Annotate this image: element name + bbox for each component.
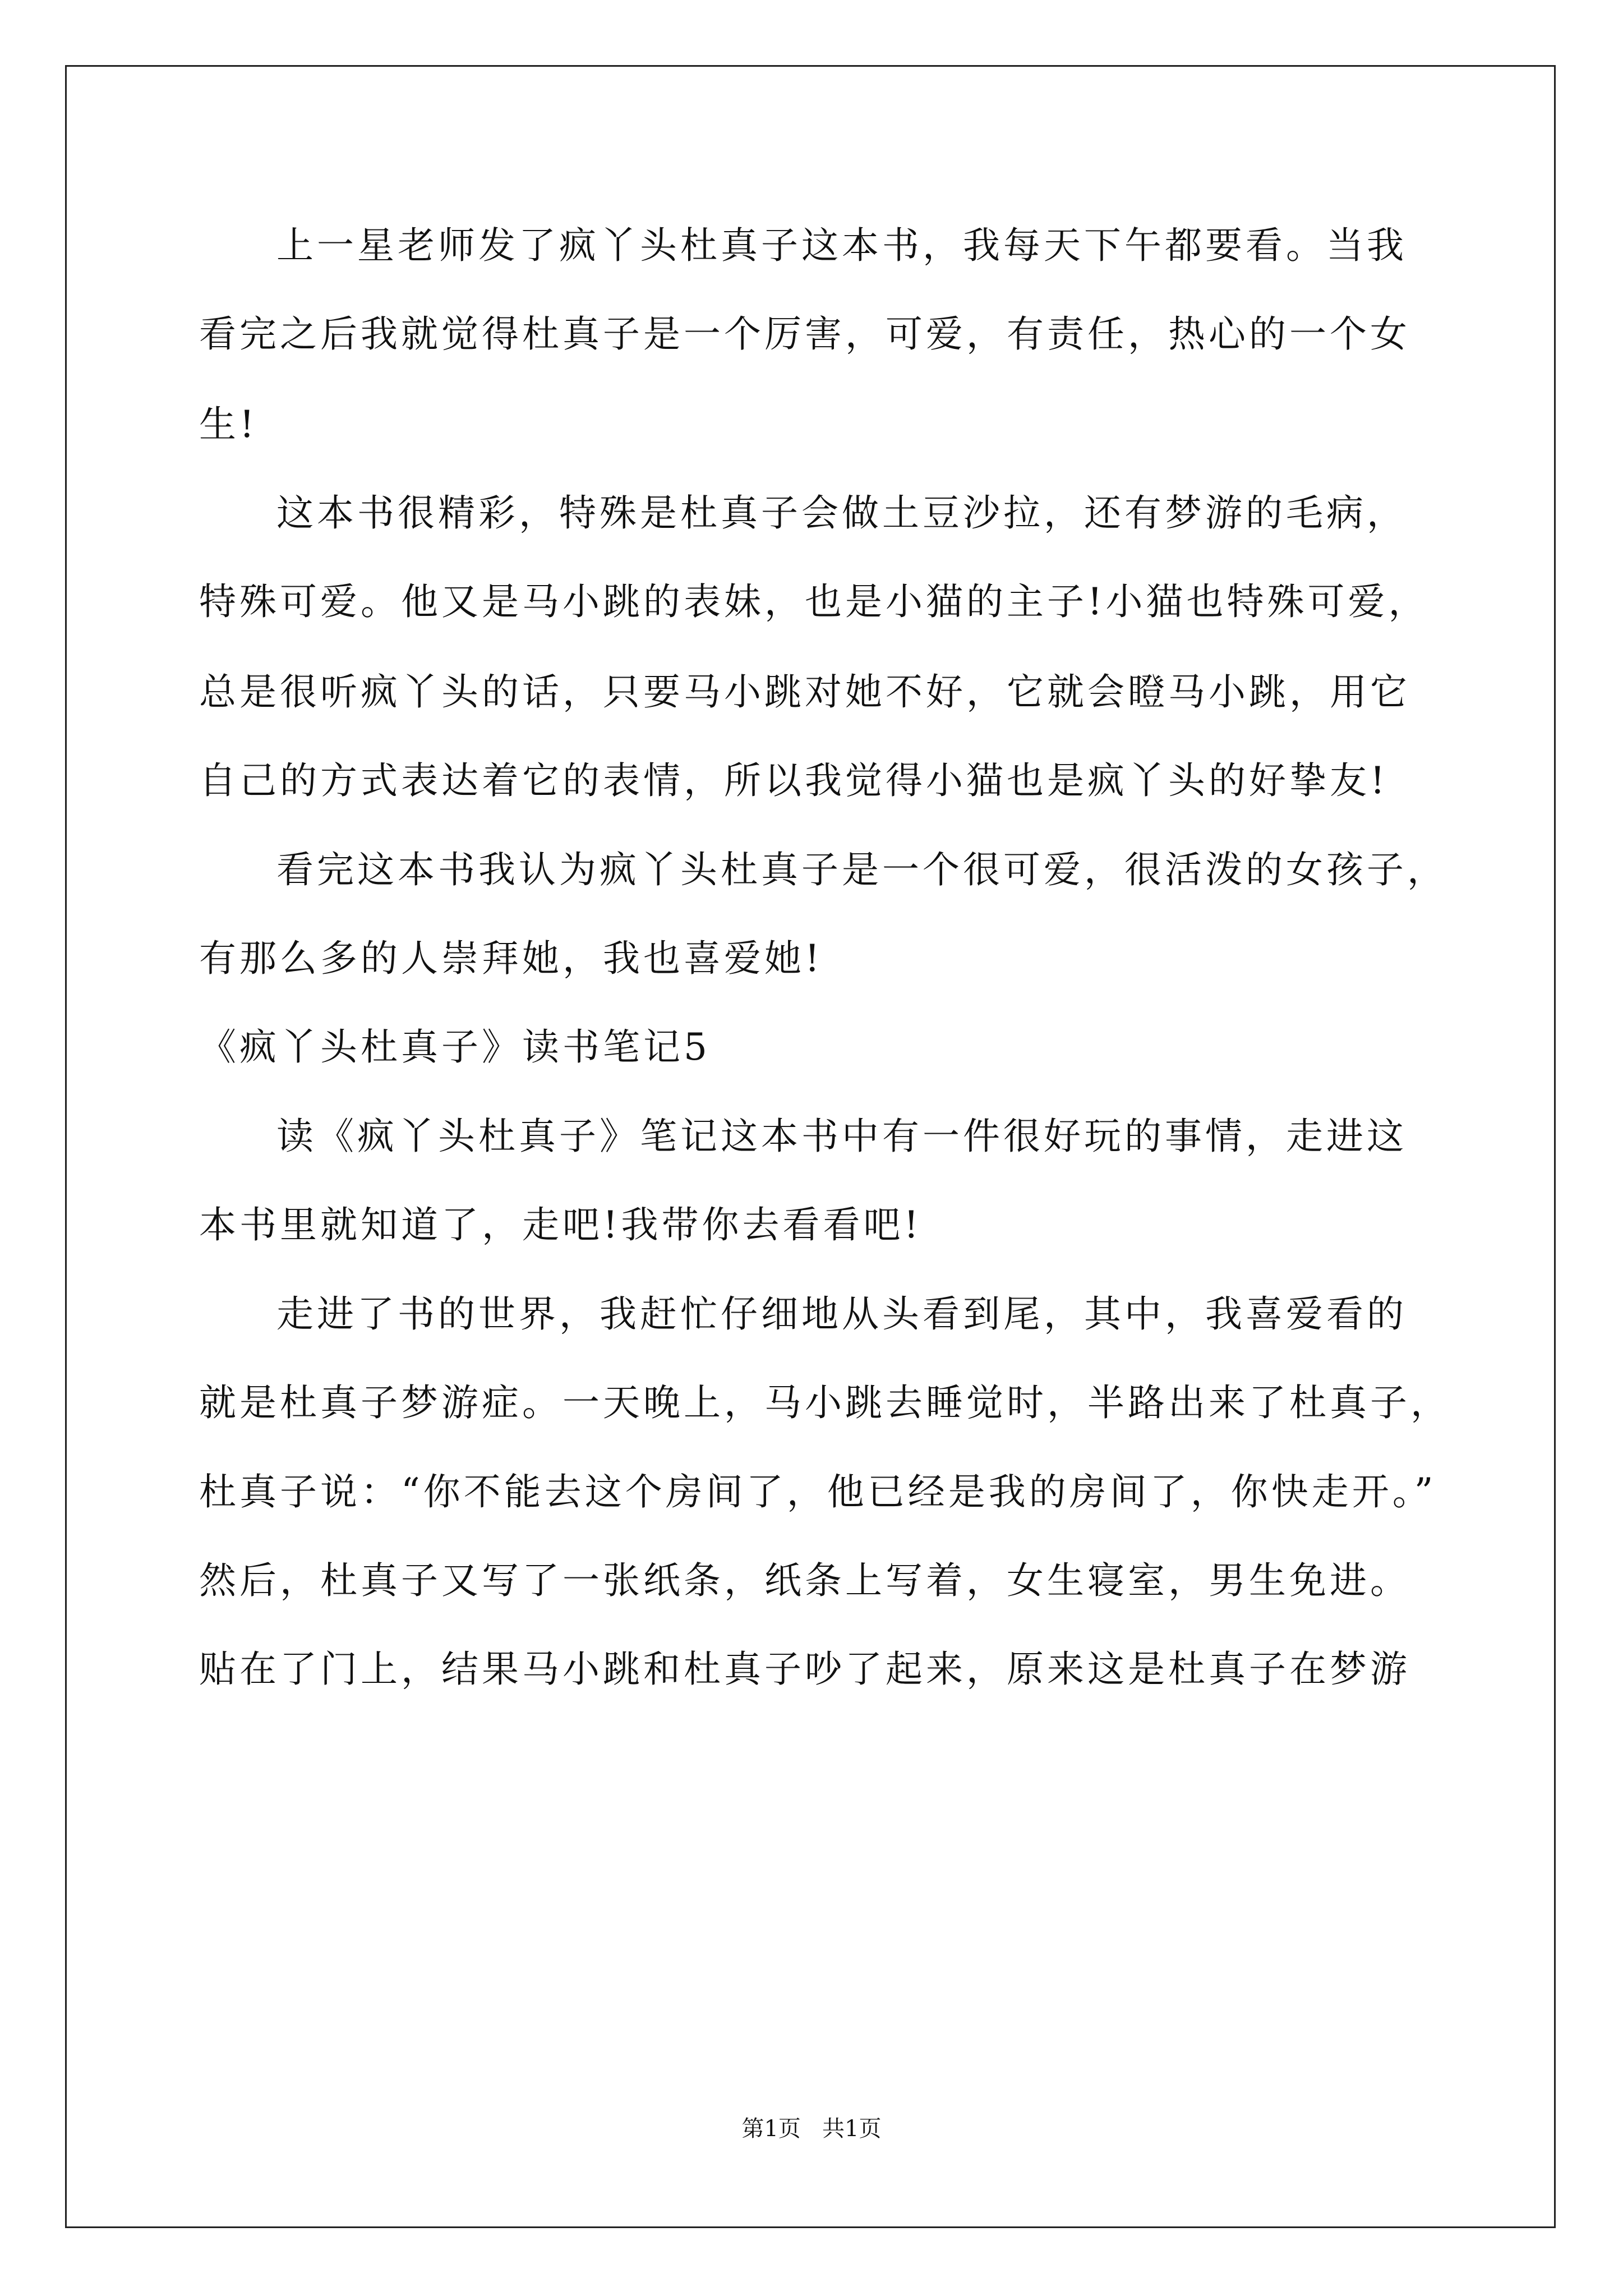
- paragraph-1-line-3: 生!: [199, 403, 258, 446]
- paragraph-1-line-1: 上一星老师发了疯丫头杜真子这本书，我每天下午都要看。当我: [276, 224, 1407, 267]
- paragraph-2-line-2: 特殊可爱。他又是马小跳的表妹，也是小猫的主子!小猫也特殊可爱，: [199, 580, 1429, 623]
- paragraph-5-line-3: 杜真子说：“你不能去这个房间了，他已经是我的房间了，你快走开。”: [199, 1470, 1437, 1513]
- paragraph-4-line-2: 本书里就知道了，走吧!我带你去看看吧!: [199, 1203, 923, 1246]
- page-footer: 第1页 共1页: [741, 2116, 882, 2142]
- paragraph-2-line-1: 这本书很精彩，特殊是杜真子会做土豆沙拉，还有梦游的毛病，: [276, 491, 1407, 535]
- paragraph-3-line-1: 看完这本书我认为疯丫头杜真子是一个很可爱，很活泼的女孩子，: [276, 848, 1447, 891]
- paragraph-5-line-5: 贴在了门上，结果马小跳和杜真子吵了起来，原来这是杜真子在梦游: [199, 1648, 1410, 1691]
- paragraph-5-line-4: 然后，杜真子又写了一张纸条，纸条上写着，女生寝室，男生免进。: [199, 1559, 1410, 1602]
- paragraph-2-line-4: 自己的方式表达着它的表情，所以我觉得小猫也是疯丫头的好挚友!: [199, 759, 1389, 802]
- paragraph-5-line-2: 就是杜真子梦游症。一天晚上，马小跳去睡觉时，半路出来了杜真子，: [199, 1381, 1451, 1424]
- paragraph-3-line-2: 有那么多的人崇拜她，我也喜爱她!: [199, 937, 823, 980]
- paragraph-2-line-3: 总是很听疯丫头的话，只要马小跳对她不好，它就会瞪马小跳，用它: [199, 670, 1410, 714]
- paragraph-4-line-1: 读《疯丫头杜真子》笔记这本书中有一件很好玩的事情，走进这: [276, 1115, 1407, 1158]
- paragraph-1-line-2: 看完之后我就觉得杜真子是一个厉害，可爱，有责任，热心的一个女: [199, 312, 1410, 356]
- paragraph-5-line-1: 走进了书的世界，我赶忙仔细地从头看到尾，其中，我喜爱看的: [276, 1292, 1407, 1336]
- section-heading: 《疯丫头杜真子》读书笔记5: [199, 1025, 711, 1069]
